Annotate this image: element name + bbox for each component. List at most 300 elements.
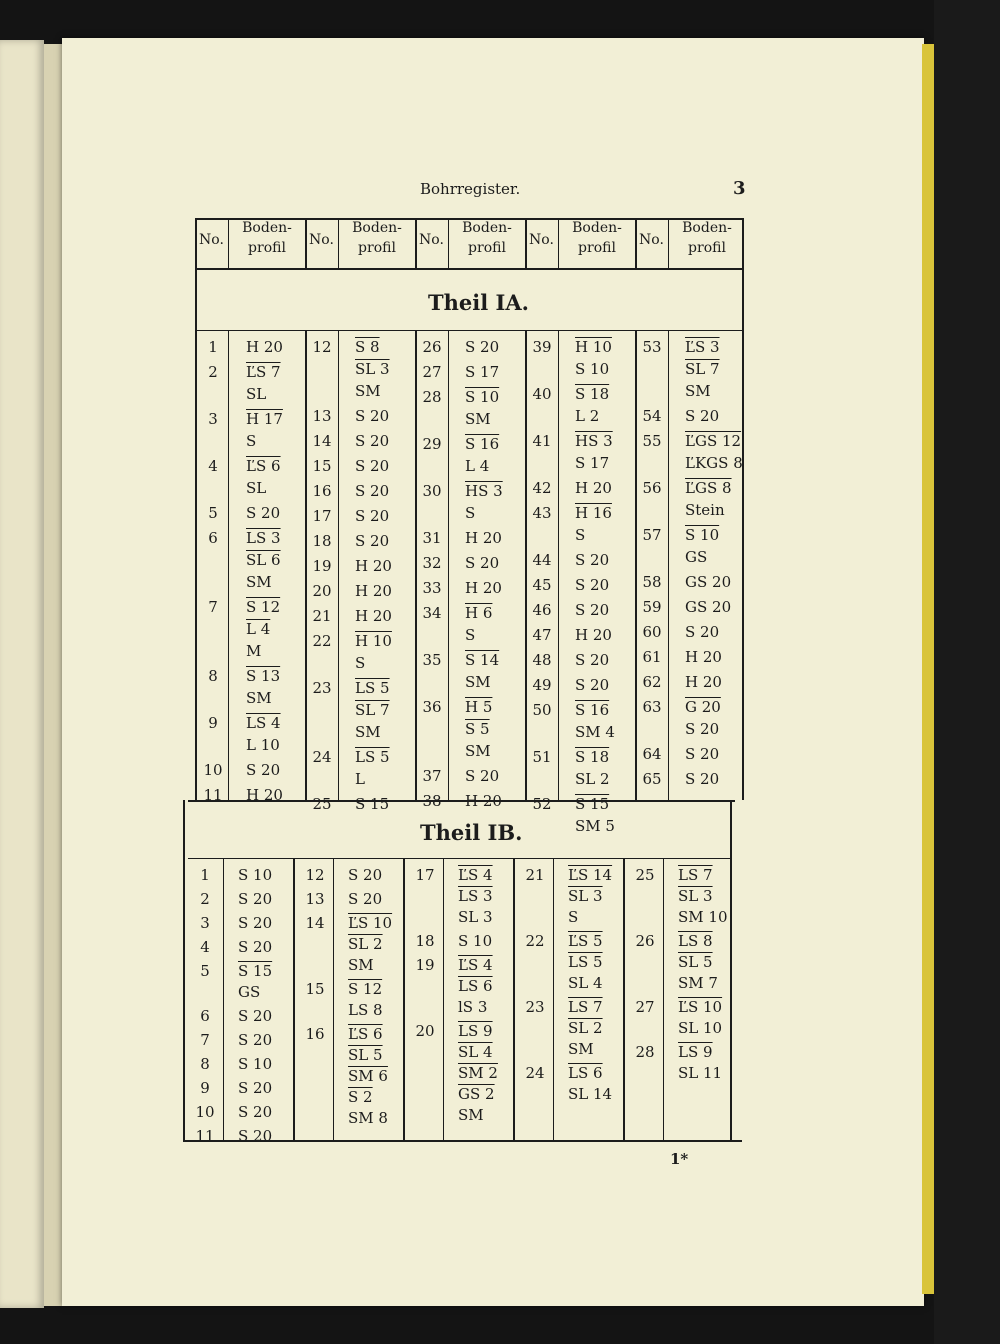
- profile-term: GS 2: [458, 1085, 495, 1103]
- entry-number: 12: [305, 866, 325, 884]
- profile-term: S 10: [458, 932, 493, 950]
- header-profil-line1: Boden-: [682, 220, 732, 236]
- profile-term: ĽS 3: [685, 338, 720, 356]
- profile-term: S 2: [348, 1088, 373, 1106]
- header-no-divider: [448, 218, 449, 268]
- entry-number: 2: [208, 363, 218, 381]
- header-no-divider: [558, 218, 559, 268]
- profile-term: H 20: [465, 579, 502, 597]
- profile-term: LS 7: [678, 866, 713, 884]
- entry-number: 28: [422, 388, 442, 406]
- entry-number: 33: [422, 579, 442, 597]
- entry-number: 50: [532, 701, 552, 719]
- profile-term: S 10: [238, 1055, 273, 1073]
- title-a-rule: [195, 330, 742, 331]
- entry-number: 21: [525, 866, 545, 884]
- profile-term: S 16: [465, 435, 500, 453]
- profile-term: LS 6: [568, 1064, 603, 1082]
- entry-number: 60: [642, 623, 662, 641]
- entry-number: 1: [200, 866, 210, 884]
- no-divider: [553, 858, 554, 1140]
- page-edge-yellow: [922, 44, 934, 1294]
- profile-term: S 20: [685, 623, 720, 641]
- profile-term: SM: [465, 410, 491, 428]
- profile-term: GS 20: [685, 573, 732, 591]
- header-profil-line1: Boden-: [572, 220, 622, 236]
- profile-term: H 5: [465, 698, 493, 716]
- column-rule: [635, 330, 637, 800]
- profile-term: S 10: [465, 388, 500, 406]
- page-number: 3: [733, 178, 746, 199]
- column-rule: [415, 218, 417, 268]
- entry-number: 22: [525, 932, 545, 950]
- profile-term: S 20: [685, 745, 720, 763]
- profile-term: S: [575, 526, 586, 544]
- entry-number: 20: [415, 1022, 435, 1040]
- profile-term: ĽKGS 8: [685, 454, 743, 472]
- profile-term: SL 2: [568, 1019, 603, 1037]
- entry-number: 5: [200, 962, 210, 980]
- profile-term: GS 20: [685, 598, 732, 616]
- profile-term: S 14: [465, 651, 500, 669]
- profile-term: LS 3: [458, 887, 493, 905]
- header-profil-line1: Boden-: [352, 220, 402, 236]
- profile-term: H 20: [685, 673, 722, 691]
- entry-number: 38: [422, 792, 442, 810]
- profile-term: SL 6: [246, 551, 281, 569]
- profile-term: S 20: [685, 407, 720, 425]
- profile-term: S: [465, 626, 476, 644]
- profile-term: LS 4: [246, 714, 281, 732]
- entry-number: 49: [532, 676, 552, 694]
- profile-term: LS 5: [568, 953, 603, 971]
- entry-number: 23: [525, 998, 545, 1016]
- profile-term: S 12: [246, 598, 281, 616]
- profile-term: SM 10: [678, 908, 728, 926]
- profile-term: S 20: [575, 651, 610, 669]
- header-profil: [671, 218, 743, 258]
- profile-term: G 20: [685, 698, 721, 716]
- profile-term: LS 9: [458, 1022, 493, 1040]
- header-no: No.: [309, 232, 334, 248]
- no-divider: [443, 858, 444, 1140]
- signature-mark: 1*: [670, 1150, 689, 1168]
- profile-term: S 20: [238, 1103, 273, 1121]
- header-no: No.: [199, 232, 224, 248]
- profile-term: S 20: [465, 767, 500, 785]
- no-divider: [558, 330, 559, 800]
- entry-number: 47: [532, 626, 552, 644]
- no-divider: [668, 330, 669, 800]
- profile-term: SM: [465, 742, 491, 760]
- entry-number: 26: [635, 932, 655, 950]
- profile-term: S 20: [238, 914, 273, 932]
- header-profil-line2: profil: [248, 240, 286, 256]
- header-no: No.: [529, 232, 554, 248]
- entry-number: 45: [532, 576, 552, 594]
- profile-term: S 13: [246, 667, 281, 685]
- profile-term: H 20: [246, 338, 283, 356]
- profile-term: S 20: [355, 432, 390, 450]
- profile-term: SM: [348, 956, 374, 974]
- running-head: Bohrregister.: [420, 180, 521, 198]
- profile-term: S 20: [238, 1079, 273, 1097]
- profile-term: SM 4: [575, 723, 615, 741]
- header-profil: [231, 218, 303, 258]
- profile-term: S 20: [355, 532, 390, 550]
- profile-term: SL 4: [458, 1043, 493, 1061]
- entry-number: 20: [312, 582, 332, 600]
- profile-term: S 8: [355, 338, 380, 356]
- profile-term: SL 3: [458, 908, 493, 926]
- entry-number: 28: [635, 1043, 655, 1061]
- entry-number: 31: [422, 529, 442, 547]
- profile-term: SM 6: [348, 1067, 388, 1085]
- profile-term: SL 5: [678, 953, 713, 971]
- header-profil-line2: profil: [688, 240, 726, 256]
- profile-term: SM: [355, 723, 381, 741]
- profile-term: L 4: [465, 457, 490, 475]
- entry-number: 4: [200, 938, 210, 956]
- profile-term: LS 3: [246, 529, 281, 547]
- profile-term: SM 7: [678, 974, 718, 992]
- profile-term: S 12: [348, 980, 383, 998]
- entry-number: 23: [312, 679, 332, 697]
- entry-number: 9: [200, 1079, 210, 1097]
- profile-term: SM: [465, 673, 491, 691]
- header-no-divider: [668, 218, 669, 268]
- entry-number: 15: [305, 980, 325, 998]
- header-profil-line2: profil: [578, 240, 616, 256]
- table-left-rule: [195, 218, 197, 800]
- entry-number: 40: [532, 385, 552, 403]
- profile-term: SM: [685, 382, 711, 400]
- profile-term: LS 8: [678, 932, 713, 950]
- profile-term: SL 3: [678, 887, 713, 905]
- profile-term: ĽS 14: [568, 866, 613, 884]
- profile-term: S 20: [238, 938, 273, 956]
- book-cover-edge: [934, 0, 1000, 1344]
- profile-term: HS 3: [575, 432, 613, 450]
- entry-number: 16: [312, 482, 332, 500]
- profile-term: Stein: [685, 501, 725, 519]
- profile-term: S 20: [575, 676, 610, 694]
- entry-number: 24: [525, 1064, 545, 1082]
- entry-number: 3: [208, 410, 218, 428]
- profile-term: SM: [568, 1040, 594, 1058]
- entry-number: 44: [532, 551, 552, 569]
- profile-term: S: [465, 504, 476, 522]
- column-rule: [305, 218, 307, 268]
- profile-term: SM 5: [575, 817, 615, 835]
- entry-number: 22: [312, 632, 332, 650]
- entry-number: 61: [642, 648, 662, 666]
- profile-term: S 15: [238, 962, 273, 980]
- profile-term: S: [568, 908, 579, 926]
- profile-term: SL 3: [568, 887, 603, 905]
- profile-term: H 10: [355, 632, 392, 650]
- header-no: No.: [419, 232, 444, 248]
- entry-number: 46: [532, 601, 552, 619]
- profile-term: S 10: [575, 360, 610, 378]
- entry-number: 32: [422, 554, 442, 572]
- profile-term: LS 8: [348, 1001, 383, 1019]
- profile-term: SM: [246, 573, 272, 591]
- profile-term: S 20: [685, 770, 720, 788]
- profile-term: SL 10: [678, 1019, 723, 1037]
- entry-number: 48: [532, 651, 552, 669]
- entry-number: 8: [200, 1055, 210, 1073]
- no-divider: [448, 330, 449, 800]
- table-left-rule-b: [183, 800, 185, 1140]
- profile-term: LS 6: [458, 977, 493, 995]
- profile-term: SM: [246, 689, 272, 707]
- entry-number: 11: [203, 786, 223, 804]
- left-page-edge: [0, 40, 44, 1308]
- entry-number: 7: [208, 598, 218, 616]
- entry-number: 51: [532, 748, 552, 766]
- profile-term: ĽS 7: [246, 363, 281, 381]
- profile-term: SL: [246, 385, 267, 403]
- entry-number: 25: [635, 866, 655, 884]
- profile-term: ĽS 10: [678, 998, 723, 1016]
- profile-term: lS 3: [458, 998, 488, 1016]
- entry-number: 65: [642, 770, 662, 788]
- profile-term: S 20: [465, 554, 500, 572]
- header-profil: [341, 218, 413, 258]
- profile-term: H 16: [575, 504, 612, 522]
- entry-number: 18: [312, 532, 332, 550]
- profile-term: H 20: [246, 786, 283, 804]
- profile-term: LS 7: [568, 998, 603, 1016]
- entry-number: 24: [312, 748, 332, 766]
- profile-term: S 20: [238, 890, 273, 908]
- entry-number: 29: [422, 435, 442, 453]
- profile-term: SM 8: [348, 1109, 388, 1127]
- no-divider: [663, 858, 664, 1140]
- entry-number: 18: [415, 932, 435, 950]
- no-divider: [223, 858, 224, 1140]
- profile-term: S 20: [246, 761, 281, 779]
- profile-term: S 20: [246, 504, 281, 522]
- entry-number: 62: [642, 673, 662, 691]
- entry-number: 53: [642, 338, 662, 356]
- section-title-b: Theil IB.: [420, 820, 523, 845]
- profile-term: H 20: [685, 648, 722, 666]
- profile-term: ĽS 6: [348, 1025, 383, 1043]
- profile-term: S 16: [575, 701, 610, 719]
- profile-term: L 10: [246, 736, 280, 754]
- entry-number: 6: [208, 529, 218, 547]
- no-divider: [338, 330, 339, 800]
- no-divider: [333, 858, 334, 1140]
- profile-term: S 18: [575, 748, 610, 766]
- profile-term: H 20: [575, 626, 612, 644]
- profile-term: S 20: [465, 338, 500, 356]
- entry-number: 35: [422, 651, 442, 669]
- entry-number: 27: [422, 363, 442, 381]
- header-profil-line1: Boden-: [242, 220, 292, 236]
- profile-term: L 2: [575, 407, 600, 425]
- profile-term: S 20: [355, 407, 390, 425]
- profile-term: H 20: [355, 582, 392, 600]
- section-title-a: Theil IA.: [428, 290, 529, 315]
- profile-term: SL 3: [355, 360, 390, 378]
- entry-number: 13: [305, 890, 325, 908]
- header-no: No.: [639, 232, 664, 248]
- entry-number: 42: [532, 479, 552, 497]
- profile-term: SL 7: [685, 360, 720, 378]
- entry-number: 41: [532, 432, 552, 450]
- profile-term: H 20: [355, 557, 392, 575]
- entry-number: 16: [305, 1025, 325, 1043]
- profile-term: S 15: [355, 795, 390, 813]
- profile-term: GS: [685, 548, 708, 566]
- profile-term: SL 2: [348, 935, 383, 953]
- entry-number: 55: [642, 432, 662, 450]
- profile-term: SL 4: [568, 974, 603, 992]
- profile-term: M: [246, 642, 262, 660]
- entry-number: 30: [422, 482, 442, 500]
- entry-number: 57: [642, 526, 662, 544]
- entry-number: 15: [312, 457, 332, 475]
- entry-number: 26: [422, 338, 442, 356]
- entry-number: 6: [200, 1007, 210, 1025]
- entry-number: 43: [532, 504, 552, 522]
- profile-term: H 17: [246, 410, 283, 428]
- entry-number: 37: [422, 767, 442, 785]
- entry-number: 63: [642, 698, 662, 716]
- profile-term: H 20: [575, 479, 612, 497]
- entry-number: 25: [312, 795, 332, 813]
- profile-term: S 20: [355, 507, 390, 525]
- profile-term: LS 9: [678, 1043, 713, 1061]
- profile-term: S 15: [575, 795, 610, 813]
- header-profil-line2: profil: [358, 240, 396, 256]
- entry-number: 36: [422, 698, 442, 716]
- header-profil: [561, 218, 633, 258]
- profile-term: ĽS 4: [458, 956, 493, 974]
- profile-term: LS 5: [355, 748, 390, 766]
- column-rule: [525, 218, 527, 268]
- profile-term: GS: [238, 983, 261, 1001]
- profile-term: ĽS 10: [348, 914, 393, 932]
- entry-number: 14: [312, 432, 332, 450]
- profile-term: S 20: [355, 457, 390, 475]
- profile-term: S 5: [465, 720, 490, 738]
- entry-number: 10: [195, 1103, 215, 1121]
- profile-term: SL 7: [355, 701, 390, 719]
- entry-number: 8: [208, 667, 218, 685]
- entry-number: 52: [532, 795, 552, 813]
- profile-term: S 17: [465, 363, 500, 381]
- profile-term: ĽGS 12: [685, 432, 742, 450]
- profile-term: S 20: [238, 1127, 273, 1145]
- header-profil: [451, 218, 523, 258]
- header-no-divider: [228, 218, 229, 268]
- profile-term: H 20: [465, 792, 502, 810]
- entry-number: 5: [208, 504, 218, 522]
- profile-term: S 10: [685, 526, 720, 544]
- entry-number: 3: [200, 914, 210, 932]
- profile-term: ĽS 4: [458, 866, 493, 884]
- profile-term: S 20: [575, 576, 610, 594]
- entry-number: 2: [200, 890, 210, 908]
- profile-term: S 17: [575, 454, 610, 472]
- entry-number: 54: [642, 407, 662, 425]
- column-rule: [635, 218, 637, 268]
- profile-term: ĽGS 8: [685, 479, 732, 497]
- profile-term: S 20: [575, 551, 610, 569]
- entry-number: 21: [312, 607, 332, 625]
- entry-number: 12: [312, 338, 332, 356]
- entry-number: 9: [208, 714, 218, 732]
- profile-term: H 20: [465, 529, 502, 547]
- profile-term: ĽS 6: [246, 457, 281, 475]
- entry-number: 39: [532, 338, 552, 356]
- profile-term: S 20: [238, 1007, 273, 1025]
- profile-term: S 18: [575, 385, 610, 403]
- profile-term: S: [355, 654, 366, 672]
- header-rule: [195, 268, 742, 270]
- entry-number: 19: [312, 557, 332, 575]
- entry-number: 4: [208, 457, 218, 475]
- entry-number: 14: [305, 914, 325, 932]
- entry-number: 27: [635, 998, 655, 1016]
- profile-term: S 20: [575, 601, 610, 619]
- profile-term: S 20: [348, 890, 383, 908]
- entry-number: 1: [208, 338, 218, 356]
- entry-number: 11: [195, 1127, 215, 1145]
- entry-number: 17: [312, 507, 332, 525]
- profile-term: SL 5: [348, 1046, 383, 1064]
- profile-term: SM: [355, 382, 381, 400]
- header-no-divider: [338, 218, 339, 268]
- profile-term: S 20: [348, 866, 383, 884]
- profile-term: SL 2: [575, 770, 610, 788]
- entry-number: 7: [200, 1031, 210, 1049]
- profile-term: SM: [458, 1106, 484, 1124]
- entry-number: 10: [203, 761, 223, 779]
- table-right-rule-b: [730, 800, 732, 1140]
- entry-number: 58: [642, 573, 662, 591]
- profile-term: H 10: [575, 338, 612, 356]
- profile-term: SM 2: [458, 1064, 498, 1082]
- no-divider: [228, 330, 229, 800]
- profile-term: S: [246, 432, 257, 450]
- profile-term: HS 3: [465, 482, 503, 500]
- profile-term: S 20: [685, 720, 720, 738]
- profile-term: L: [355, 770, 365, 788]
- profile-term: S 20: [238, 1031, 273, 1049]
- profile-term: S 10: [238, 866, 273, 884]
- header-profil-line2: profil: [468, 240, 506, 256]
- entry-number: 19: [415, 956, 435, 974]
- profile-term: SL 14: [568, 1085, 613, 1103]
- profile-term: H 6: [465, 604, 493, 622]
- entry-number: 56: [642, 479, 662, 497]
- profile-term: ĽS 5: [568, 932, 603, 950]
- header-profil-line1: Boden-: [462, 220, 512, 236]
- profile-term: L 4: [246, 620, 271, 638]
- entry-number: 17: [415, 866, 435, 884]
- entry-number: 59: [642, 598, 662, 616]
- profile-term: S 20: [355, 482, 390, 500]
- entry-number: 34: [422, 604, 442, 622]
- profile-term: H 20: [355, 607, 392, 625]
- title-b-rule: [188, 858, 730, 859]
- profile-term: SL: [246, 479, 267, 497]
